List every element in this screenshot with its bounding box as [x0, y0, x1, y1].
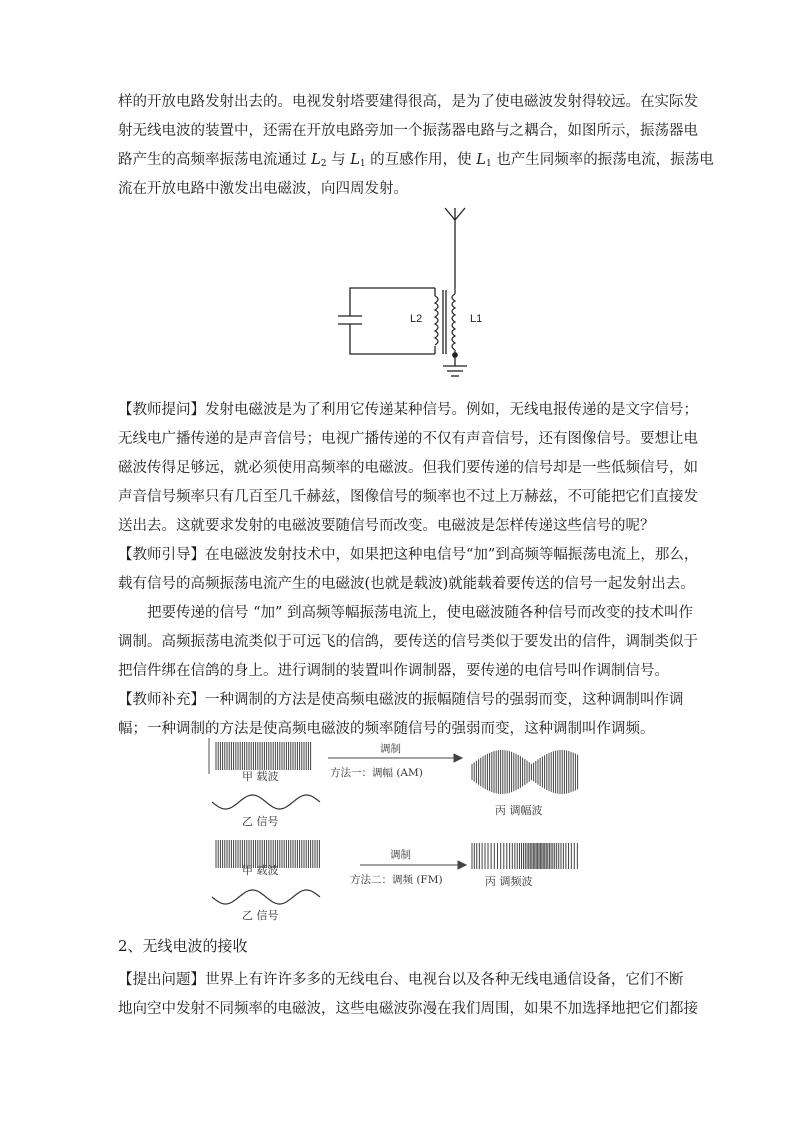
caption-carrier-fm: 甲 载波 [242, 864, 279, 877]
text-line: 调制。高频振荡电流类似于可远飞的信鸽，要传送的信号类似于要发出的信件，调制类似于 [118, 634, 698, 650]
signal-wave-am [212, 795, 320, 809]
text-line: 射无线电波的装置中，还需在开放电路旁加一个振荡器电路与之耦合，如图所示，振荡器电 [118, 123, 698, 139]
text-line: 磁波传得足够远，就必须使用高频率的电磁波。但我们要传递的信号却是一些低频信号，如 [118, 460, 698, 476]
text-line: 【教师提问】发射电磁波是为了利用它传递某种信号。例如，无线电报传递的是文字信号； [118, 402, 698, 418]
coil-l1 [452, 288, 455, 356]
signal-wave-fm [212, 890, 320, 904]
antenna-icon [445, 208, 465, 288]
paragraph-ask-question [118, 966, 698, 1024]
text-line: 无线电广播传递的是声音信号；电视广播传递的不仅有声音信号，还有图像信号。要想让电 [118, 431, 698, 447]
text-line: 地向空中发射不同频率的电磁波，这些电磁波弥漫在我们周围，如果不加选择地把它们都接 [118, 1001, 698, 1017]
modulation-figure [200, 732, 590, 927]
am-wave [472, 750, 578, 794]
oscillator-circuit-diagram [330, 198, 483, 388]
label-l2: L2 [410, 313, 423, 325]
carrier-wave-am [216, 742, 311, 770]
text-line: 送出去。这就要求发射的电磁波要随信号而改变。电磁波是怎样传递这些信号的呢？ [118, 518, 655, 534]
text-line: 路产生的高频率振荡电流通过 $L_2$ 与 $L_1$ 的互感作用，使 $L_1$ 也产生同频率的振荡电流，振荡电 [118, 152, 714, 169]
text-line: 载有信号的高频振荡电流产生的电磁波(也就是载波)就能载着要传送的信号一起发射出去。 [118, 576, 695, 592]
arrow-label-fm-top: 调制 [390, 849, 411, 861]
text-line: 【教师补充】一种调制的方法是使高频电磁波的振幅随信号的强弱而变，这种调制叫作调 [118, 692, 684, 708]
arrow-label-am-top: 调制 [380, 743, 401, 755]
text-line: 声音信号频率只有几百至几千赫兹，图像信号的频率也不过上万赫兹，不可能把它们直接发 [118, 489, 698, 505]
transformer-core [443, 290, 446, 354]
caption-carrier-am: 甲 载波 [242, 770, 279, 783]
text-line: 【提出问题】世界上有许许多多的无线电台、电视台以及各种无线电通信设备，它们不断 [118, 972, 684, 988]
coil-l2 [435, 296, 438, 345]
arrow-am [328, 754, 462, 762]
section-heading: 2、无线电波的接收 [118, 937, 248, 955]
paragraph-teacher-question [118, 396, 698, 541]
text-line: 把要传递的信号 “加” 到高频等幅振荡电流上，使电磁波随各种信号而改变的技术叫作 [147, 605, 694, 621]
ground-icon [443, 353, 467, 376]
text-line: 样的开放电路发射出去的。电视发射塔要建得很高，是为了使电磁波发射得较远。在实际发 [118, 94, 698, 110]
caption-signal-fm: 乙 信号 [242, 909, 279, 922]
caption-fm-wave: 丙 调频波 [485, 875, 533, 888]
arrow-fm [360, 861, 466, 869]
caption-am-wave: 丙 调幅波 [495, 804, 543, 817]
text-line: 流在开放电路中激发出电磁波，向四周发射。 [118, 181, 408, 197]
paragraph-modulation-definition [118, 599, 698, 686]
text-line: 幅；一种调制的方法是使高频电磁波的频率随信号的强弱而变，这种调制叫作调频。 [118, 721, 655, 737]
text-line: 【教师引导】在电磁波发射技术中，如果把这种电信号“加”到高频等幅振荡电流上，那么， [118, 547, 699, 563]
caption-signal-am: 乙 信号 [242, 815, 279, 828]
paragraph-open-circuit [118, 88, 714, 204]
arrow-label-fm-bottom: 方法二：调频 (FM) [350, 874, 443, 886]
text-line: 把信件绑在信鸽的身上。进行调制的装置叫作调制器，要传递的电信号叫作调制信号。 [118, 663, 669, 679]
paragraph-teacher-guide [118, 541, 699, 599]
fm-wave [472, 843, 577, 869]
arrow-label-am-bottom: 方法一：调幅 (AM) [330, 767, 423, 779]
label-l1: L1 [470, 313, 483, 325]
